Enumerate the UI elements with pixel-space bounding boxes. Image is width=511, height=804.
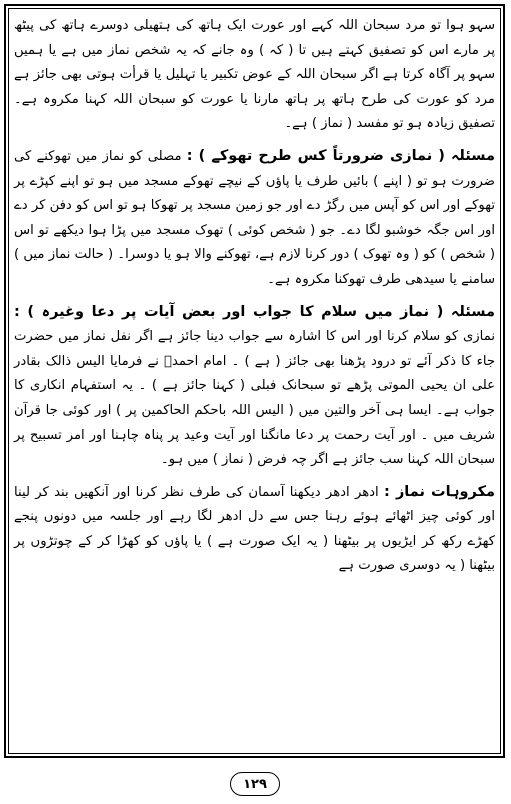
- paragraph-body: نمازی کو سلام کرنا اور اس کا اشارہ سے جواب دینا جائز ہے اگر نفل نماز میں حضرت جاء کا ذکر آئے تو درود پڑھنا بھی جائز ( ہے ) ۔ امام احمدؒ نے فرمایا الیس ذالک بقادر علی ان یحیی الموتی پڑھے تو سبحانک فبلی ( کہنا جائز ہے ) ۔ یہ استفہام انکاری کا جواب ہے۔ ایسا ہی آخر والتین میں ( الیس اللہ باحکم الحاکمین پر ) اور کوئی جا قرآن شریف میں ۔ اور آیت رحمت پر دعا مانگنا اور آیت وعید پر پناہ چاہنا اور امر تسبیح پر سبحان اللہ کہنا سب جائز ہے اگر چہ فرض ( نماز ) میں ہو۔: [14, 329, 495, 468]
- paragraph-makruhat: [14, 480, 495, 579]
- paragraph-body: مصلی کو نماز میں تھوکنے کی ضرورت ہو تو ( اپنے ) بائیں طرف یا پاؤں کے نیچے تھوکے مسجد میں ہو تو اپنے کپڑے پر تھوکے اور اس کو آپس میں رگڑ دے اور جو زمین مسجد پر تھوکا ہو تو اس کو دفن کر دے اور اس جگہ خوشبو لگا دے۔ جو ( شخص کوئی ) تھوک مسجد میں پڑا ہوا دیکھے تو اس ( شخص ) کو ( وہ تھوک ) دور کرنا لازم ہے، تھوکنے والا ہو یا دوسرا۔ ( حالت نماز میں ) سامنے یا سیدھی طرف تھوکنا مکروہ ہے۔: [14, 148, 495, 287]
- page-number: ۱۲۹: [243, 776, 267, 792]
- paragraph-sahw: [14, 14, 495, 137]
- page-number-badge: [230, 772, 280, 796]
- section-heading: مکروہات نماز :: [384, 483, 495, 500]
- paragraph-salam-reply: [14, 300, 495, 473]
- section-heading: مسئلہ ( نماز میں سلام کا جواب اور بعض آیات پر دعا وغیرہ ) :: [14, 303, 495, 320]
- paragraph-spitting: [14, 144, 495, 293]
- section-heading: مسئلہ ( نمازی ضرورتاً کس طرح تھوکے ) :: [186, 147, 496, 164]
- paragraph-body: ادھر ادھر دیکھنا آسمان کی طرف نظر کرنا اور آنکھیں بند کر لینا اور کوئی چیز اٹھائے ہوئے رہنا جس سے دل ادھر لگا رہے اور جلسہ میں دونوں پنجے کھڑے رکھ کر ایڑیوں پر بیٹھنا ( یہ ایک صورت ہے ) یا پاؤں کو کھڑا کر کے چوتڑوں پر بیٹھنا ( یہ دوسری صورت ہے: [14, 484, 495, 574]
- paragraph-body: سہو ہوا تو مرد سبحان اللہ کہے اور عورت ایک ہاتھ کی ہتھیلی دوسرے ہاتھ کی پیٹھ پر مارے اس کو تصفیق کہتے ہیں تا ( کہ ) وہ جانے کہ یہ شخص نماز میں ہے یا ہمیں سہو پر آگاہ کرتا ہے اگر سبحان اللہ کے عوض تکبیر یا تہلیل یا قرأت ہوتی بھی جائز ہے مرد کو عورت کی طرح ہاتھ پر ہاتھ مارنا یا عورت کو سبحان اللہ کہنا مکروہ ہے۔ تصفیق زیادہ ہو تو مفسد ( نماز ) ہے۔: [14, 18, 495, 132]
- page-content: [14, 14, 495, 750]
